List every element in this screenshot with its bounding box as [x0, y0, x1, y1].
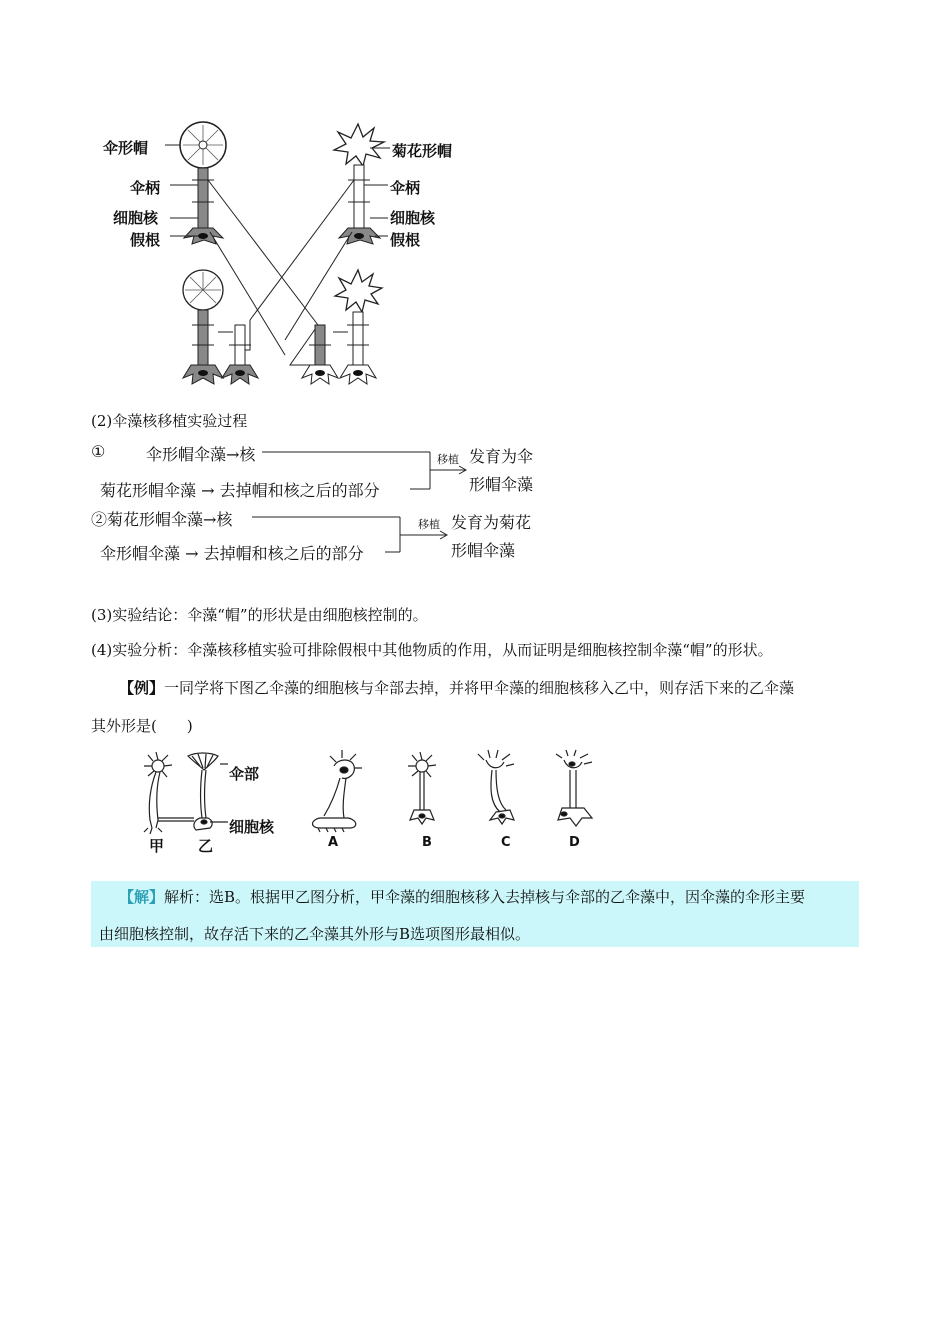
- option-b-label: B: [422, 835, 432, 850]
- example-text1: 一同学将下图乙伞藻的细胞核与伞部去掉，并将甲伞藻的细胞核移入乙中，则存活下来的乙伞藻: [164, 679, 795, 697]
- label-jia: 甲: [149, 837, 165, 855]
- label-rhizoid-left: 假根: [130, 231, 161, 249]
- label-stalk-right: 伞柄: [390, 179, 421, 197]
- option-b-figure: [408, 752, 436, 824]
- option-d-figure: [556, 750, 592, 826]
- flow2-line1: ②菊花形帽伞藻→核: [91, 510, 233, 529]
- offspring-grafted-3: [302, 325, 348, 384]
- flow1-line2: 菊花形帽伞藻 → 去掉帽和核之后的部分: [100, 481, 380, 500]
- label-yi: 乙: [198, 837, 214, 855]
- example-tag: 【例】: [119, 679, 165, 697]
- flow1-arrow-label: 移植: [437, 453, 459, 466]
- alga-jia: [144, 752, 194, 834]
- answer-tag: 【解】: [119, 888, 165, 906]
- transfer-arrows: [208, 180, 354, 365]
- umbrella-cap-alga-left: [165, 122, 226, 244]
- option-c-figure: [478, 750, 514, 824]
- option-c-label: C: [501, 835, 511, 850]
- flow1-number: ①: [91, 442, 106, 461]
- label-cap-part: 伞部: [229, 765, 260, 783]
- flow1-result-line1: 发育为伞: [469, 447, 534, 466]
- offspring-umbrella-1: [183, 270, 223, 384]
- label-chrysanthemum-cap: 菊花形帽: [392, 142, 453, 160]
- flow2-result-line2: 形帽伞藻: [451, 541, 516, 560]
- option-d-label: D: [569, 835, 580, 850]
- flow2-bracket: [250, 505, 460, 565]
- answer-box: [91, 881, 859, 947]
- offspring-grafted-2: [218, 325, 258, 384]
- answer-line1: [119, 886, 805, 907]
- answer-line2: 由细胞核控制，故存活下来的乙伞藻其外形与B选项图形最相似。: [99, 925, 531, 943]
- example-question-line2: 其外形是( ): [91, 717, 193, 735]
- label-nucleus-right: 细胞核: [390, 209, 436, 227]
- answer-text1: 解析：选B。根据甲乙图分析，甲伞藻的细胞核移入去掉核与伞部的乙伞藻中，因伞藻的伞形主要: [164, 888, 806, 906]
- offspring-chrysanthemum-4: [335, 270, 382, 384]
- label-nucleus-part: 细胞核: [229, 818, 275, 836]
- label-stalk-left: 伞柄: [130, 179, 161, 197]
- section4-analysis: (4)实验分析：伞藻核移植实验可排除假根中其他物质的作用，从而证明是细胞核控制伞藻“帽”的形状。: [91, 641, 773, 659]
- chrysanthemum-cap-alga-right: [334, 124, 390, 244]
- label-nucleus-left: 细胞核: [113, 209, 159, 227]
- section3-conclusion: (3)实验结论：伞藻“帽”的形状是由细胞核控制的。: [91, 606, 428, 624]
- example-question-line1: [119, 677, 794, 698]
- flow2-line2: 伞形帽伞藻 → 去掉帽和核之后的部分: [100, 544, 364, 563]
- option-a-figure: [313, 750, 363, 832]
- flow2-arrow-label: 移植: [418, 518, 440, 531]
- label-rhizoid-right: 假根: [390, 231, 421, 249]
- section2-heading: (2)伞藻核移植实验过程: [91, 412, 248, 430]
- option-a-label: A: [328, 835, 339, 850]
- flow1-line1: 伞形帽伞藻→核: [146, 445, 256, 464]
- flow1-result-line2: 形帽伞藻: [469, 475, 534, 494]
- label-umbrella-cap: 伞形帽: [103, 139, 149, 157]
- flow1-bracket: [260, 440, 470, 500]
- grafting-diagram: [90, 120, 490, 400]
- flow2-result-line1: 发育为菊花: [451, 513, 532, 532]
